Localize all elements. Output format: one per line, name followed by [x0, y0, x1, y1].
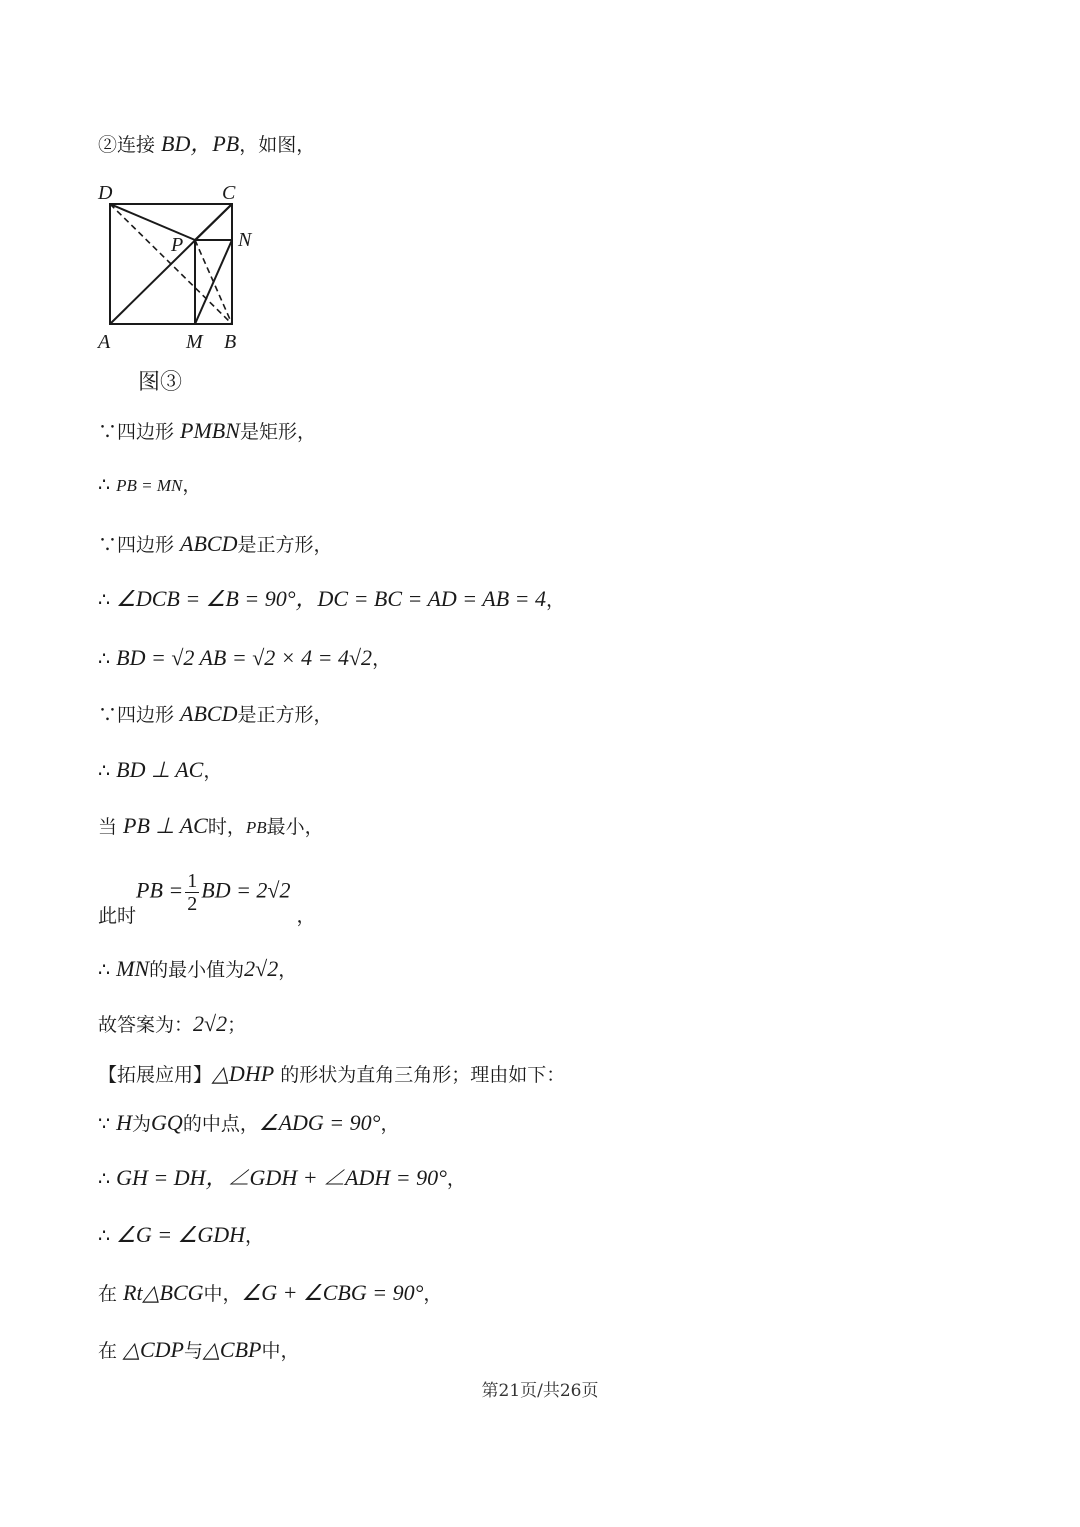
label-d: D: [98, 182, 113, 204]
line-text: 在: [98, 1340, 124, 1362]
math-expression: H: [116, 1110, 133, 1135]
text-line: [98, 1282, 442, 1304]
line-text: ，: [545, 589, 565, 611]
line-text: ，: [278, 959, 298, 981]
line-text: 当: [98, 816, 124, 838]
math-expression: BD = √2 AB = √2 × 4 = 4√2: [116, 645, 373, 670]
math-expression: ABCD: [180, 701, 238, 726]
line-text: 【拓展应用】: [98, 1064, 213, 1086]
line-text: ，: [244, 1225, 264, 1247]
math-expression: △CBP: [202, 1337, 262, 1362]
line-text: ∵四边形: [98, 421, 181, 443]
line-text: ，: [372, 648, 392, 670]
label-a: A: [98, 331, 111, 353]
line-text: ∵: [98, 1113, 117, 1135]
math-expression: PB ⊥ AC: [123, 813, 208, 838]
math-expression: GH = DH，∠GDH + ∠ADH = 90°: [116, 1165, 447, 1190]
math-expression: ∠DCB = ∠B = 90°，DC = BC = AD = AB = 4: [116, 586, 546, 611]
line-text: ∴: [98, 959, 117, 981]
line-text: 故答案为：: [98, 1014, 194, 1036]
math-expression: ∠G = ∠GDH: [116, 1222, 245, 1247]
math-expression: GQ: [151, 1110, 183, 1135]
line-text: ，: [296, 904, 316, 927]
line-text: ，: [423, 1283, 443, 1305]
math-expression: 2√2: [193, 1011, 228, 1036]
text-line: [98, 647, 391, 669]
page-footer: 第21页/共26页: [481, 1381, 599, 1401]
text-line: [98, 476, 201, 495]
math-expression: PB: [245, 818, 267, 837]
line-text: ，: [203, 760, 223, 782]
text-line-intro: [98, 133, 315, 155]
math-expression: Rt△BCG: [123, 1280, 204, 1305]
line-text: ，: [446, 1168, 466, 1190]
line-text: ∵四边形: [98, 534, 181, 556]
line-text: ，: [182, 474, 202, 496]
label-b: B: [224, 331, 237, 353]
line-text: ∴: [98, 648, 117, 670]
line-text: 中，: [261, 1340, 300, 1362]
line-text: ，: [380, 1113, 400, 1135]
line-text: 的最小值为: [149, 959, 245, 981]
text-line: [98, 958, 297, 980]
text-line: [98, 703, 333, 725]
figure-caption: 图③: [138, 370, 183, 395]
math-expression: PB =: [136, 877, 184, 903]
math-expression: BD，PB: [161, 131, 240, 156]
math-expression: ABCD: [180, 531, 238, 556]
line-text: ∴: [98, 1168, 117, 1190]
text-line: [98, 815, 324, 837]
label-m: M: [186, 331, 203, 353]
line-text: 的形状为直角三角形；理由如下：: [274, 1064, 566, 1086]
text-line: [98, 1063, 565, 1085]
line-text: 是正方形，: [237, 704, 333, 726]
math-expression: △CDP: [123, 1337, 184, 1362]
text-line: [98, 420, 316, 442]
text-line: [98, 1167, 466, 1189]
math-expression: △DHP: [212, 1061, 275, 1086]
text-line: [98, 1112, 399, 1134]
line-text: ∴: [98, 589, 117, 611]
math-expression: BD ⊥ AC: [116, 757, 204, 782]
text-line: [98, 870, 316, 927]
line-text: ∴: [98, 760, 117, 782]
line-text: 为: [132, 1113, 152, 1135]
math-expression: PMBN: [180, 418, 240, 443]
math-expression: BD = 2√2: [201, 877, 291, 903]
text-line: [98, 1339, 299, 1361]
fraction-numerator: 1: [187, 870, 198, 892]
line-text: 此时: [98, 904, 137, 927]
math-expression: MN: [116, 956, 150, 981]
fraction: [185, 870, 199, 915]
math-expression: ∠G + ∠CBG = 90°: [241, 1280, 424, 1305]
line-text: ∴: [98, 1225, 117, 1247]
label-n: N: [238, 229, 252, 251]
line-text: 中，: [203, 1283, 242, 1305]
line-text: 是矩形，: [239, 421, 316, 443]
segment-cp: [195, 204, 232, 240]
line-text: ∵四边形: [98, 704, 181, 726]
line-text: 在: [98, 1283, 124, 1305]
line-text: ，如图，: [239, 134, 316, 156]
text-line: [98, 1013, 246, 1035]
line-text: ②连接: [98, 134, 162, 156]
label-p: P: [171, 234, 184, 256]
text-line: [98, 759, 222, 781]
geometry-figure: [92, 178, 282, 358]
line-text: 时，: [207, 816, 246, 838]
math-expression: 2√2: [244, 956, 279, 981]
math-expression: ∠ADG = 90°: [258, 1110, 381, 1135]
line-text: ∴: [98, 474, 117, 496]
line-text: 最小，: [266, 816, 324, 838]
line-text: 的中点，: [182, 1113, 259, 1135]
line-text: 与: [183, 1340, 203, 1362]
line-text: 是正方形，: [237, 534, 333, 556]
text-line: [98, 588, 565, 610]
fraction-denominator: 2: [187, 893, 198, 915]
text-line: [98, 533, 333, 555]
line-text: ；: [227, 1014, 247, 1036]
math-expression: PB = MN: [116, 476, 183, 495]
label-c: C: [222, 182, 236, 204]
text-line: [98, 1224, 264, 1246]
